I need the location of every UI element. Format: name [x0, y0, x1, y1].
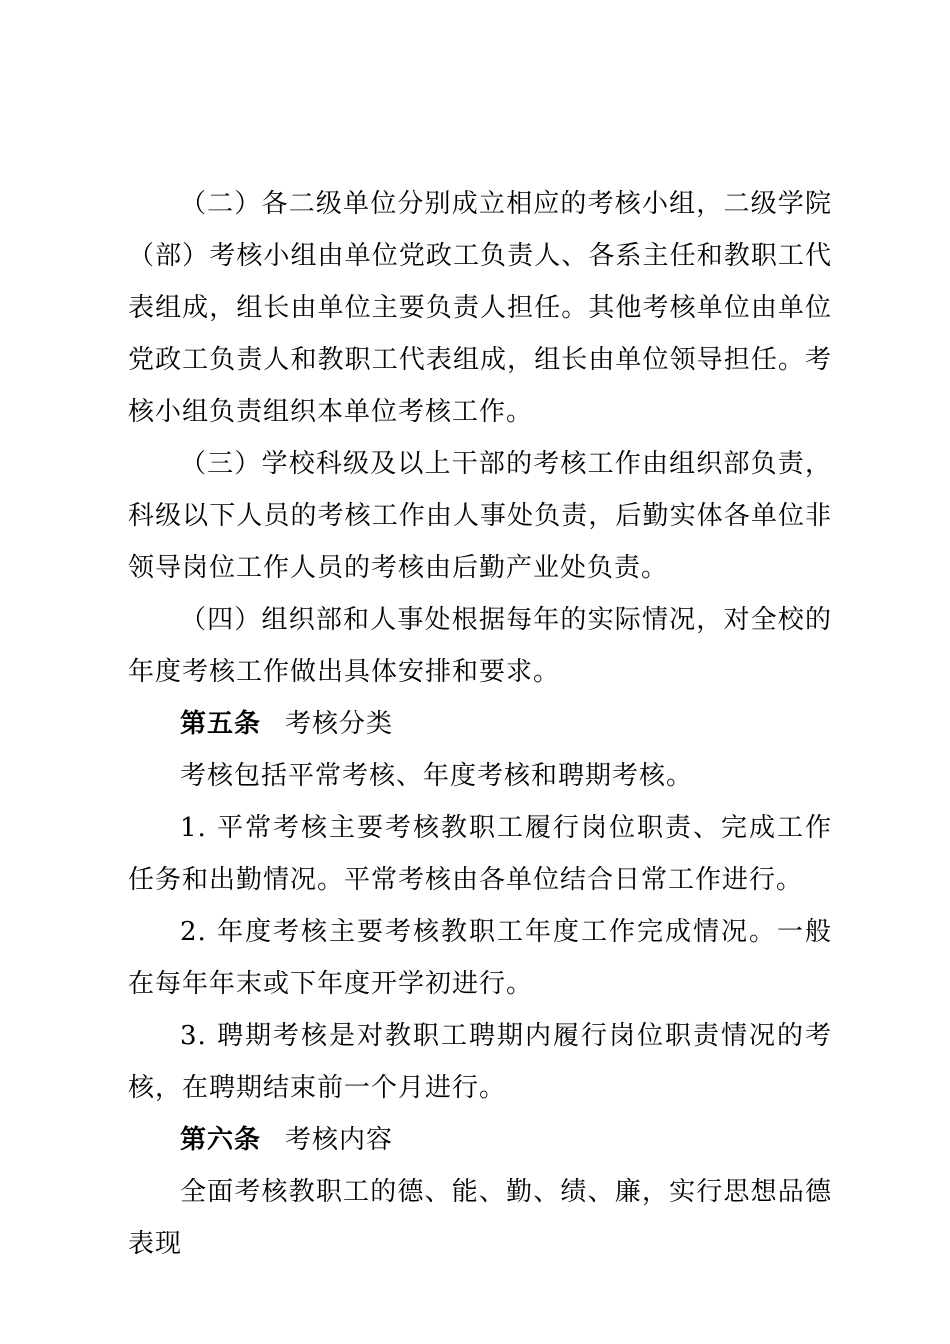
document-page: [128, 178, 832, 1270]
article-5-intro: 考核包括平常考核、年度考核和聘期考核。: [180, 761, 694, 791]
article-5-item-3: 3. 聘期考核是对教职工聘期内履行岗位职责情况的考核，在聘期结束前一个月进行。: [128, 1021, 832, 1103]
paragraph-cadre-assessment: （三）学校科级及以上干部的考核工作由组织部负责，科级以下人员的考核工作由人事处负责，后勤实体各单位非领导岗位工作人员的考核由后勤产业处负责。: [128, 449, 832, 583]
article-5-heading: [128, 698, 832, 750]
article-6-heading: [128, 1114, 832, 1166]
article-6-number: 第六条: [180, 1125, 262, 1155]
article-6-title: 考核内容: [285, 1125, 394, 1155]
article-5-item-1: 1. 平常考核主要考核教职工履行岗位职责、完成工作任务和出勤情况。平常考核由各单位结合日常工作进行。: [128, 813, 832, 895]
article-6-text: 全面考核教职工的德、能、勤、绩、廉，实行思想品德表现: [128, 1177, 832, 1259]
paragraph-annual-arrangement: （四）组织部和人事处根据每年的实际情况，对全校的年度考核工作做出具体安排和要求。: [128, 605, 832, 687]
paragraph-assessment-groups: （二）各二级单位分别成立相应的考核小组，二级学院（部）考核小组由单位党政工负责人、各系主任和教职工代表组成，组长由单位主要负责人担任。其他考核单位由单位党政工负责人和教职工代表组成，组长由单位领导担任。考核小组负责组织本单位考核工作。: [128, 189, 832, 427]
article-5-title: 考核分类: [285, 709, 394, 739]
article-5-number: 第五条: [180, 709, 262, 739]
article-5-item-2: 2. 年度考核主要考核教职工年度工作完成情况。一般在每年年末或下年度开学初进行。: [128, 917, 832, 999]
